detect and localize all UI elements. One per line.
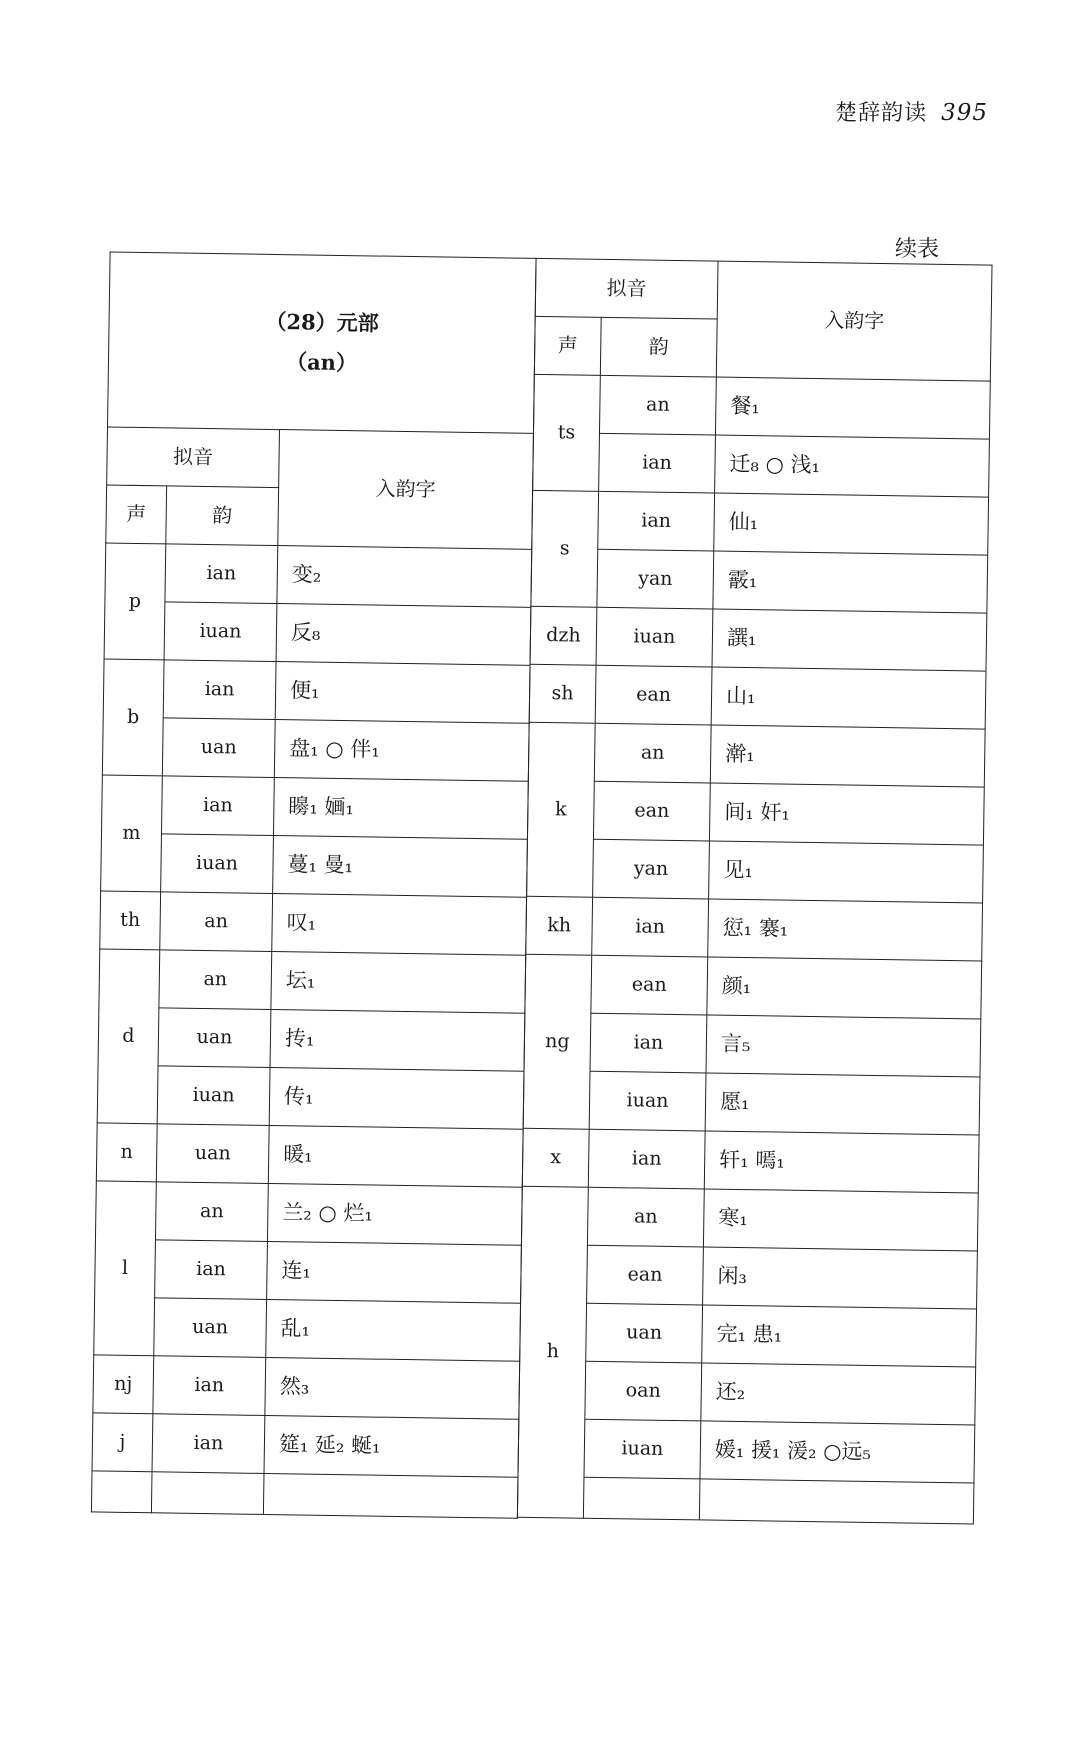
rhyme-chars-cell: 譔₁ — [712, 609, 987, 671]
table-row — [528, 722, 985, 787]
table-row — [520, 1302, 977, 1367]
final-cell: an — [599, 375, 716, 435]
table-row — [105, 543, 532, 607]
initial-cell: s — [531, 490, 599, 607]
initial-cell: k — [527, 722, 596, 897]
continued-label: 续表 — [895, 237, 940, 262]
table-row — [533, 374, 990, 439]
final-cell: iuan — [164, 602, 277, 662]
rhyme-chars-cell: 反₈ — [276, 604, 531, 666]
table-row — [521, 1244, 978, 1309]
rhyme-chars-cell: 完₁ 患₁ — [702, 1305, 977, 1367]
table-row — [519, 1360, 976, 1425]
initial-cell: m — [101, 775, 163, 892]
initial-cell: h — [517, 1186, 588, 1518]
final-cell: an — [594, 723, 711, 783]
final-cell: uan — [586, 1303, 703, 1363]
rhyme-chars-cell: 轩₁ 嘕₁ — [704, 1131, 979, 1193]
final-cell: ian — [592, 897, 709, 957]
table-row — [92, 1413, 519, 1477]
rhyme-chars-cell: 寒₁ — [703, 1189, 978, 1251]
table-row — [93, 1355, 520, 1419]
final-cell: ean — [591, 955, 708, 1015]
header-sheng: 声 — [534, 316, 601, 375]
rhyme-chars-cell: 媛₁ 援₁ 湲₂ ○远₅ — [700, 1421, 975, 1483]
rhyme-chars-cell: 山₁ — [711, 667, 986, 729]
rhyme-chars-cell: 变₂ — [277, 546, 532, 608]
final-cell: an — [587, 1187, 704, 1247]
rhyme-chars-cell: 叹₁ — [272, 894, 527, 956]
table-row — [103, 659, 530, 723]
table-row — [523, 1070, 980, 1135]
table-row — [95, 1181, 522, 1245]
table-row — [98, 1007, 525, 1071]
final-cell: iuan — [589, 1071, 706, 1131]
rhyme-chars-cell: 盘₁ ○ 伴₁ — [274, 720, 529, 782]
header-yun: 韵 — [600, 317, 717, 377]
table-row — [533, 432, 990, 497]
rhyme-chars-cell: 霰₁ — [713, 551, 988, 613]
rhyme-chars-cell: 闲₃ — [703, 1247, 978, 1309]
header-sheng: 声 — [106, 485, 167, 544]
rhyme-chars-cell: 筵₁ 延₂ 蜒₁ — [264, 1415, 519, 1477]
table-row — [527, 838, 984, 903]
table-row — [530, 606, 987, 671]
rhyme-chars-cell: 抟₁ — [270, 1010, 525, 1072]
final-cell: yan — [597, 549, 714, 609]
table-row — [529, 664, 986, 729]
initial-cell: nj — [93, 1355, 154, 1414]
rhyme-table — [90, 252, 991, 1555]
final-cell: ian — [165, 544, 278, 604]
running-header — [835, 96, 988, 127]
table-row — [522, 1128, 979, 1193]
final-cell: uan — [156, 1124, 269, 1184]
rhyme-chars-cell: 坛₁ — [271, 952, 526, 1014]
initial-cell: ng — [523, 954, 592, 1129]
final-cell: ian — [598, 491, 715, 551]
rhyme-chars-cell: 还₂ — [701, 1363, 976, 1425]
rhyme-chars-cell: 矈₁ 婳₁ — [273, 778, 528, 840]
table-row — [102, 717, 529, 781]
table-row — [525, 954, 982, 1019]
rhyme-chars-cell: 见₁ — [709, 841, 984, 903]
final-cell: ian — [588, 1129, 705, 1189]
final-cell: ian — [155, 1240, 268, 1300]
section-subtitle: （an） — [285, 349, 358, 376]
final-cell: ian — [153, 1356, 266, 1416]
final-cell: uan — [154, 1298, 267, 1358]
table-row — [100, 891, 527, 955]
table-row — [532, 490, 989, 555]
rhyme-chars-cell: 暖₁ — [268, 1125, 523, 1187]
final-cell: yan — [593, 839, 710, 899]
table-row — [521, 1186, 978, 1251]
final-cell: ian — [152, 1414, 265, 1474]
table-row — [97, 1065, 524, 1129]
header-nishyin: 拟音 — [107, 427, 280, 488]
final-cell: an — [155, 1182, 268, 1242]
rhyme-chars-cell: 便₁ — [275, 662, 530, 724]
final-cell: iuan — [161, 834, 274, 894]
table-row — [101, 833, 528, 897]
rhyme-chars-cell: 间₁ 奸₁ — [709, 783, 984, 845]
initial-cell: ts — [533, 374, 601, 491]
section-title-cell — [108, 252, 537, 433]
table-row — [526, 896, 983, 961]
initial-cell: n — [96, 1123, 157, 1182]
initial-cell: x — [522, 1128, 589, 1187]
initial-cell: sh — [529, 664, 596, 723]
final-cell: ian — [599, 433, 716, 493]
initial-cell: th — [100, 891, 161, 950]
final-cell: an — [159, 950, 272, 1010]
final-cell: ean — [587, 1245, 704, 1305]
rhyme-chars-cell: 乱₁ — [266, 1299, 521, 1361]
initial-cell: kh — [526, 896, 593, 955]
rhyme-chars-cell: 兰₂ ○ 烂₁ — [267, 1183, 522, 1245]
rhyme-chars-cell: 愆₁ 褰₁ — [708, 899, 983, 961]
rhyme-chars-cell: 餐₁ — [715, 377, 990, 439]
header-ruyunzi: 入韵字 — [716, 261, 992, 381]
initial-cell: l — [94, 1181, 157, 1356]
rhyme-chars-cell: 传₁ — [269, 1067, 524, 1129]
left-table-half — [91, 252, 536, 1519]
header-nishyin: 拟音 — [535, 258, 718, 319]
book-title: 楚辞韵读 — [835, 101, 928, 126]
initial-cell: p — [104, 543, 166, 660]
final-cell: ian — [590, 1013, 707, 1073]
table-row — [99, 949, 526, 1013]
rhyme-chars-cell: 迁₈ ○ 浅₁ — [715, 435, 990, 497]
blank-row — [517, 1476, 974, 1524]
final-cell: oan — [585, 1361, 702, 1421]
initial-cell: dzh — [530, 606, 597, 665]
page-number: 395 — [941, 100, 988, 126]
rhyme-chars-cell: 蔓₁ 曼₁ — [273, 836, 528, 898]
rhyme-chars-cell: 然₃ — [265, 1357, 520, 1419]
final-cell: ian — [163, 660, 276, 720]
final-cell: an — [160, 892, 273, 952]
table-row — [95, 1239, 522, 1303]
final-cell: uan — [162, 718, 275, 778]
rhyme-chars-cell: 连₁ — [267, 1241, 522, 1303]
final-cell: uan — [158, 1008, 271, 1068]
initial-cell: b — [102, 659, 164, 776]
table-row — [518, 1418, 975, 1483]
header-yun: 韵 — [166, 486, 279, 546]
rhyme-chars-cell: 颜₁ — [707, 957, 982, 1019]
blank-row — [91, 1471, 518, 1518]
final-cell: ean — [595, 665, 712, 725]
section-title: （28）元部 — [265, 308, 379, 336]
initial-cell: j — [92, 1413, 153, 1472]
table-row — [104, 601, 531, 665]
rhyme-chars-cell: 愿₁ — [705, 1073, 980, 1135]
header-ruyunzi: 入韵字 — [278, 430, 534, 550]
final-cell: ian — [161, 776, 274, 836]
table-row — [96, 1123, 523, 1187]
initial-cell: d — [97, 949, 160, 1124]
right-table-half — [517, 258, 992, 1525]
table-row — [524, 1012, 981, 1077]
final-cell: iuan — [596, 607, 713, 667]
rhyme-chars-cell: 仙₁ — [714, 493, 989, 555]
final-cell: iuan — [584, 1419, 701, 1479]
table-row — [101, 775, 528, 839]
table-row — [94, 1297, 521, 1361]
table-row — [531, 548, 988, 613]
rhyme-chars-cell: 澣₁ — [710, 725, 985, 787]
final-cell: iuan — [157, 1066, 270, 1126]
table-row — [527, 780, 984, 845]
final-cell: ean — [593, 781, 710, 841]
rhyme-chars-cell: 言₅ — [706, 1015, 981, 1077]
